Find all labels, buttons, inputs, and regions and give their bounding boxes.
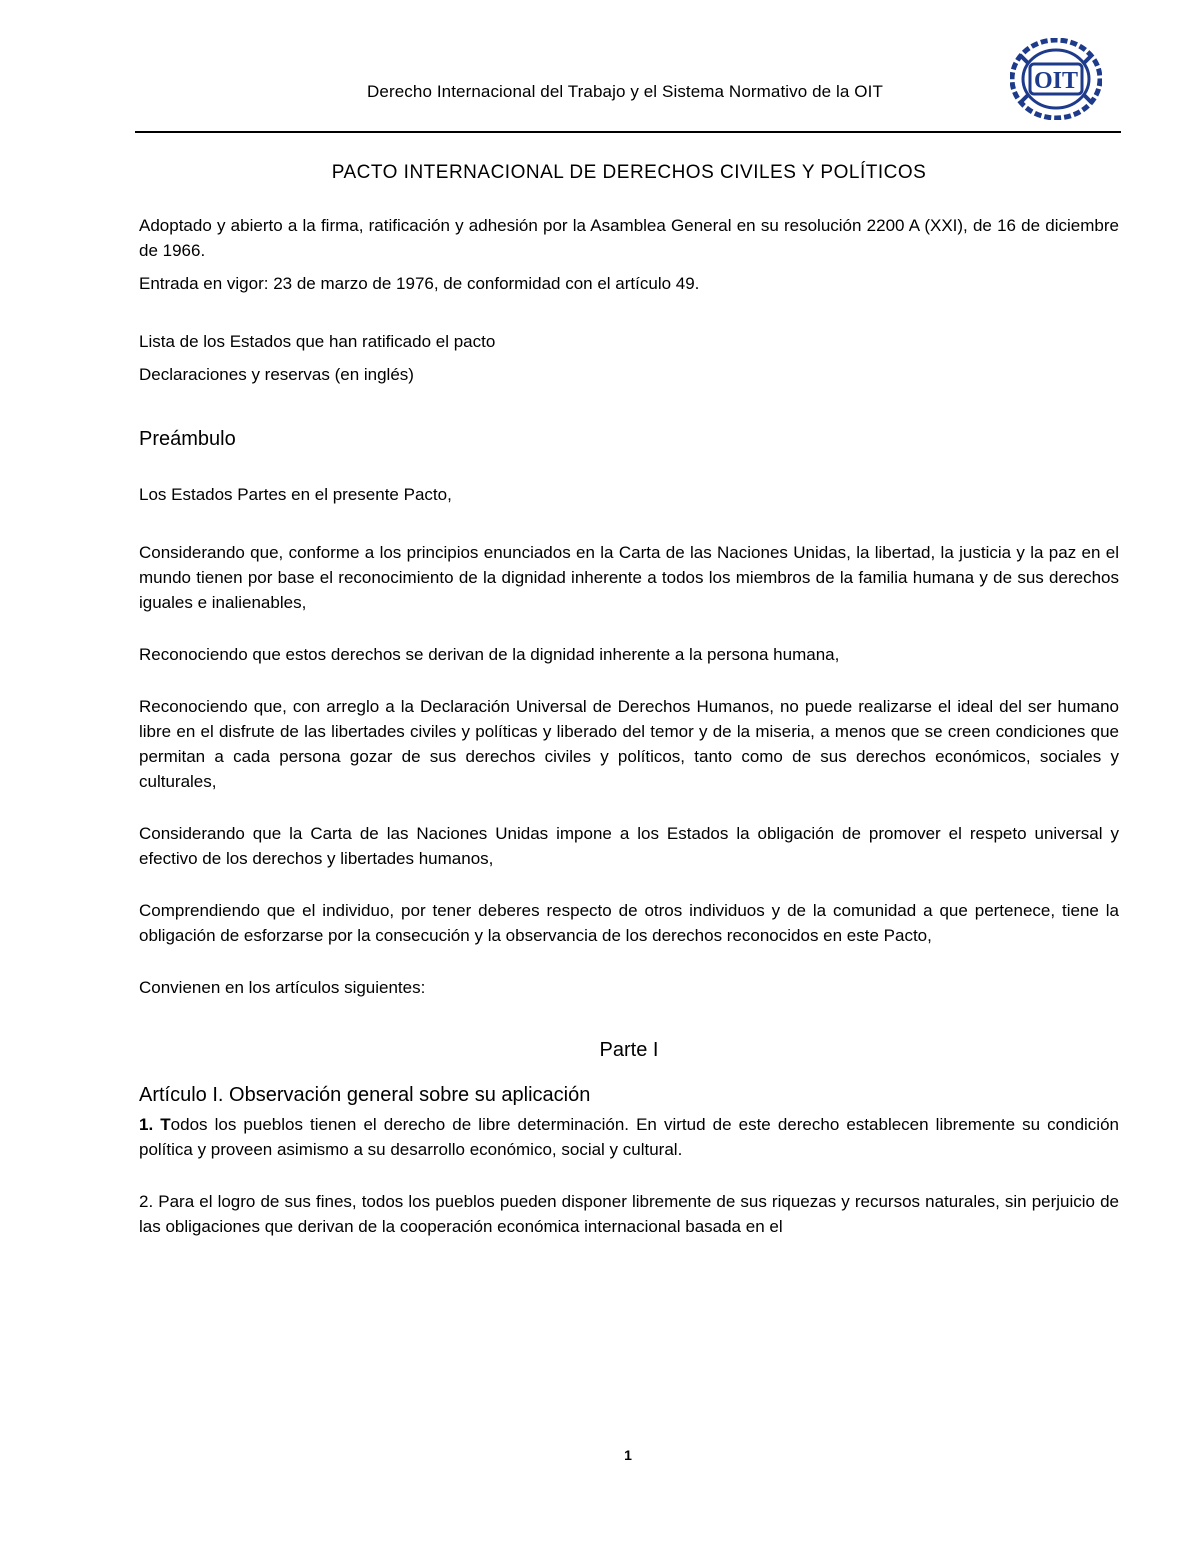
article-paragraph — [139, 1189, 1119, 1239]
preamble-paragraph: Reconociendo que, con arreglo a la Declaración Universal de Derechos Humanos, no puede realizarse el ideal del ser humano libre en el disfrute de las libertades civiles y políticas y liberado del temor y de la miseria, a menos que se creen condiciones que permitan a cada persona gozar de sus derechos civiles y políticos, tanto como de sus derechos económicos, sociales y culturales, — [139, 697, 1119, 791]
logo-text: OIT — [1033, 68, 1079, 94]
preamble-paragraph: Considerando que, conforme a los principios enunciados en la Carta de las Naciones Unidas, la libertad, la justicia y la paz en el mundo tienen por base el reconocimiento de la dignidad inherente a todos los miembros de la familia humana y de sus derechos iguales e inalienables, — [139, 543, 1119, 612]
entry-into-force: Entrada en vigor: 23 de marzo de 1976, de conformidad con el artículo 49. — [139, 274, 700, 293]
adoption-note: Adoptado y abierto a la firma, ratificación y adhesión por la Asamblea General en su resolución 2200 A (XXI), de 16 de diciembre de 1966. — [139, 216, 1119, 260]
preamble-paragraph: Considerando que la Carta de las Naciones Unidas impone a los Estados la obligación de promover el respeto universal y efectivo de los derechos y libertades humanos, — [139, 824, 1119, 868]
part-heading: Parte I — [599, 1039, 659, 1061]
header-rule — [135, 131, 1121, 133]
oit-logo — [1010, 38, 1102, 120]
paragraph-number: 1. — [139, 1115, 161, 1134]
link-states-ratified[interactable]: Lista de los Estados que han ratificado el pacto — [139, 332, 496, 351]
preamble-paragraph: Los Estados Partes en el presente Pacto, — [139, 485, 452, 504]
paragraph-number: 2. — [139, 1192, 159, 1211]
paragraph-text: odos los pueblos tienen el derecho de libre determinación. En virtud de este derecho establecen libremente su condición política y proveen asimismo a su desarrollo económico, social y cultural. — [139, 1115, 1119, 1159]
article-paragraph — [139, 1112, 1119, 1162]
preamble-paragraph: Comprendiendo que el individuo, por tener deberes respecto de otros individuos y de la comunidad a que pertenece, tiene la obligación de esforzarse por la consecución y la observancia de los derechos reconocidos en este Pacto, — [139, 901, 1119, 945]
document-title: PACTO INTERNACIONAL DE DERECHOS CIVILES Y POLÍTICOS — [331, 162, 927, 183]
paragraph-text: Para el logro de sus fines, todos los pueblos pueden disponer libremente de sus riquezas y recursos naturales, sin perjuicio de las obligaciones que derivan de la cooperación económica internacional basada en el — [139, 1192, 1119, 1236]
article-heading: Artículo I. Observación general sobre su aplicación — [139, 1084, 591, 1106]
link-declarations[interactable]: Declaraciones y reservas (en inglés) — [139, 365, 414, 384]
running-header: Derecho Internacional del Trabajo y el Sistema Normativo de la OIT — [367, 82, 883, 101]
preamble-paragraph: Reconociendo que estos derechos se derivan de la dignidad inherente a la persona humana, — [139, 645, 840, 664]
paragraph-lead: T — [160, 1115, 171, 1134]
page-number: 1 — [624, 1447, 632, 1463]
preamble-heading: Preámbulo — [139, 428, 236, 450]
preamble-paragraph: Convienen en los artículos siguientes: — [139, 978, 426, 997]
document-body — [139, 160, 1119, 1239]
